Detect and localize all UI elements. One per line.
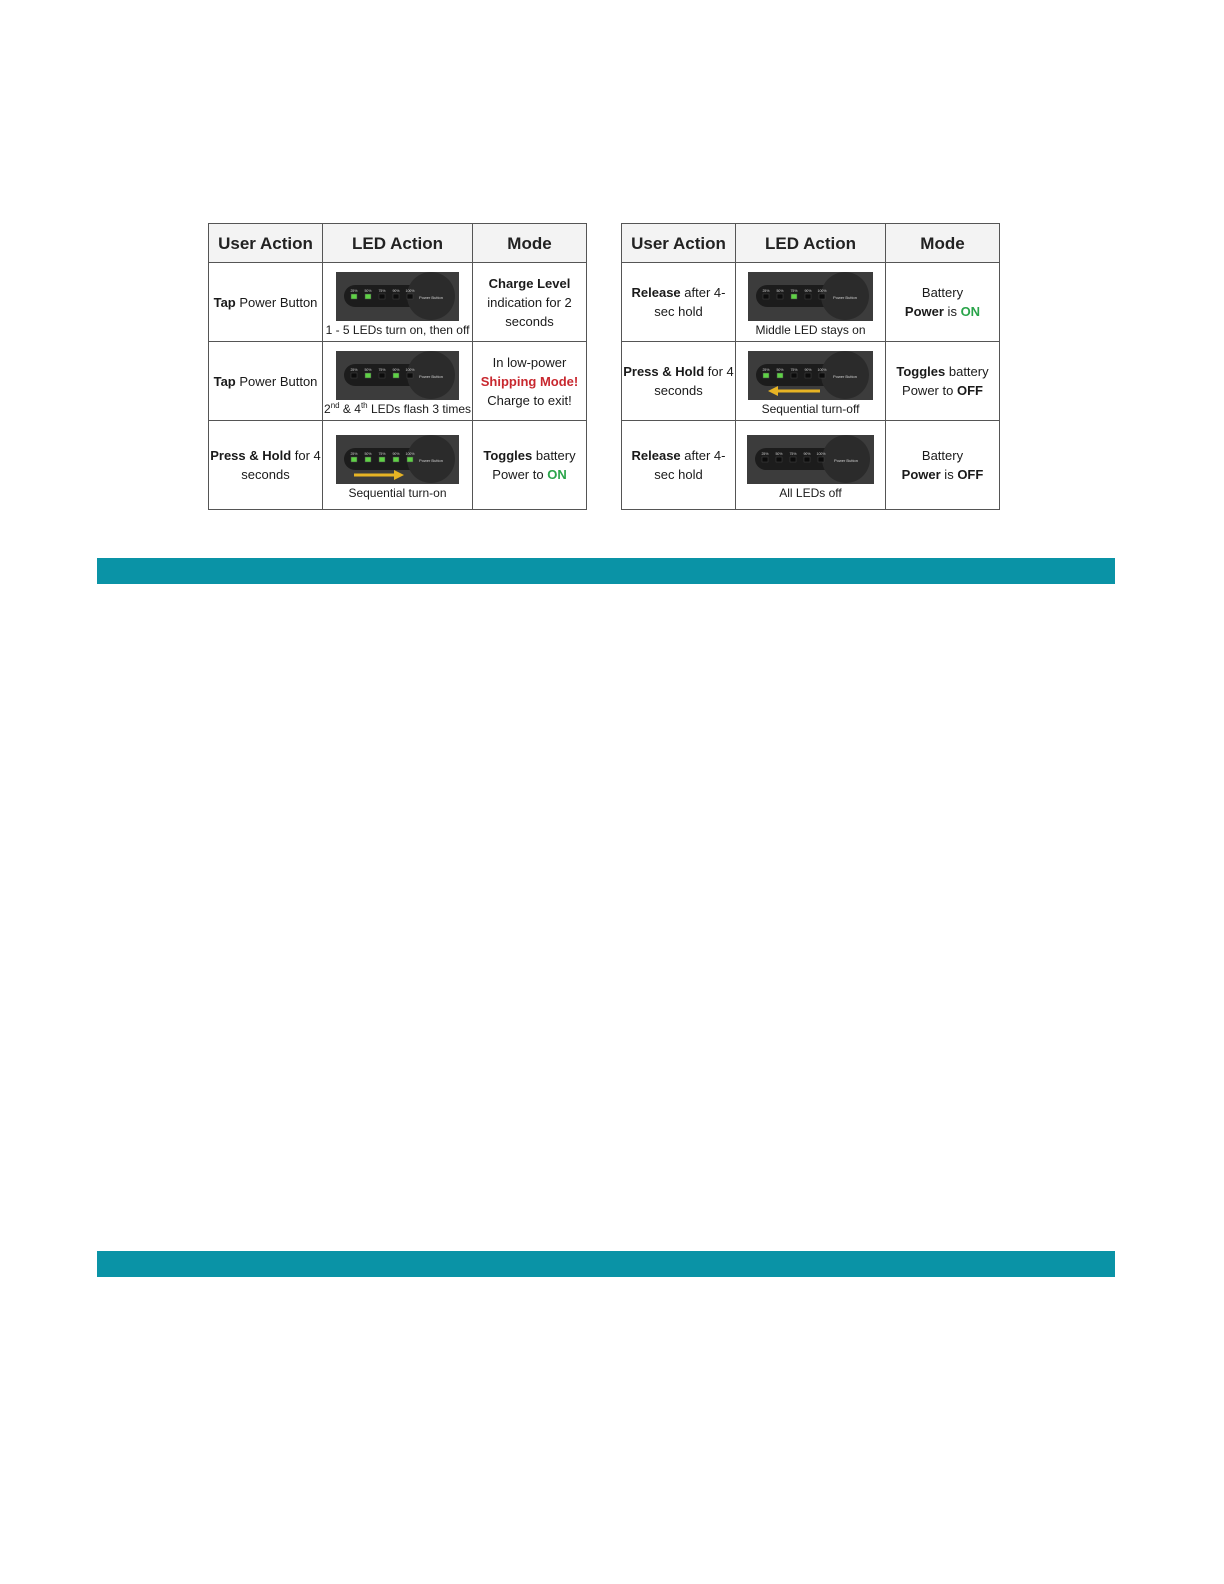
led-off: [818, 457, 824, 462]
mode-line-1: In low-power: [492, 354, 567, 370]
led-percent-label: 25%: [350, 451, 358, 456]
led-off: [819, 373, 825, 378]
led-off: [407, 373, 413, 378]
led-percent-label: 50%: [364, 288, 372, 293]
mode-mid: is: [940, 467, 958, 482]
led-caption: [323, 402, 472, 416]
user-action-text: Power Button: [235, 294, 318, 310]
table-row: [209, 421, 587, 510]
led-panel-image: [748, 272, 873, 321]
user-action-text: for 4 seconds: [654, 364, 734, 398]
led-on: [365, 294, 371, 299]
table-row: [622, 421, 1000, 510]
table-header-row: [622, 224, 1000, 263]
led-off: [805, 373, 811, 378]
header-user-action: User Action: [622, 224, 736, 263]
user-action-cell: [209, 342, 323, 421]
mode-cell: [473, 342, 587, 421]
led-percent-label: 50%: [364, 367, 372, 372]
power-button-label: Power Button: [418, 373, 444, 379]
led-percent-label: 25%: [350, 288, 358, 293]
led-caption: Sequential turn-off: [761, 401, 860, 416]
user-action-text: for 4 seconds: [241, 448, 321, 482]
mode-cell: [473, 421, 587, 510]
led-percent-label: 75%: [790, 367, 798, 372]
mode-state-off: OFF: [956, 383, 983, 398]
led-caption: Sequential turn-on: [348, 485, 447, 500]
led-off: [407, 294, 413, 299]
led-percent-label: 50%: [776, 288, 784, 293]
led-percent-label: 100%: [817, 288, 827, 293]
led-panel-image: [336, 435, 459, 484]
user-action-bold: Press & Hold: [623, 364, 705, 379]
led-off: [763, 294, 769, 299]
led-on: [791, 294, 797, 299]
mode-state-on: ON: [547, 467, 567, 482]
mode-text: battery Power to: [492, 448, 576, 482]
mode-bold: Toggles: [896, 364, 946, 379]
led-on: [407, 457, 413, 462]
caption-sup-2: th: [360, 400, 368, 410]
table-row: [622, 263, 1000, 342]
led-off: [762, 457, 768, 462]
led-percent-label: 90%: [804, 367, 812, 372]
led-on: [379, 457, 385, 462]
user-action-text: after 4-sec hold: [654, 285, 726, 319]
user-action-cell: [622, 421, 736, 510]
caption-num-1: 2: [324, 401, 331, 416]
user-action-text: Power Button: [235, 373, 318, 389]
led-off: [776, 457, 782, 462]
header-led-action: LED Action: [736, 224, 886, 263]
user-action-cell: [209, 421, 323, 510]
led-percent-label: 25%: [350, 367, 358, 372]
caption-num-2: & 4: [339, 401, 361, 416]
led-on: [777, 373, 783, 378]
led-action-cell: [736, 263, 886, 342]
mode-text: Battery: [921, 448, 964, 463]
mode-state-on: ON: [960, 304, 981, 319]
led-panel-image: [336, 272, 459, 321]
caption-sup-1: nd: [330, 400, 340, 410]
power-button-label: Power Button: [832, 373, 858, 379]
led-percent-label: 90%: [392, 451, 400, 456]
led-off: [379, 294, 385, 299]
mode-bold: Power: [904, 304, 944, 319]
led-off: [790, 457, 796, 462]
led-off: [777, 294, 783, 299]
mode-bold: Power: [901, 467, 941, 482]
mode-cell: [886, 421, 1000, 510]
user-action-bold: Tap: [213, 294, 236, 310]
led-percent-label: 75%: [378, 451, 386, 456]
led-percent-label: 90%: [392, 367, 400, 372]
led-percent-label: 25%: [761, 451, 769, 456]
led-on: [351, 294, 357, 299]
mode-state-off: OFF: [957, 467, 984, 482]
power-button-label: Power Button: [418, 294, 444, 300]
mode-cell: [886, 263, 1000, 342]
led-on: [393, 457, 399, 462]
led-off: [805, 294, 811, 299]
mode-cell: [473, 263, 587, 342]
user-action-bold: Tap: [213, 373, 236, 389]
led-percent-label: 75%: [378, 367, 386, 372]
mode-bold: Charge Level: [488, 275, 571, 291]
led-percent-label: 50%: [364, 451, 372, 456]
power-button-label: Power Button: [833, 457, 859, 463]
led-off: [393, 294, 399, 299]
led-panel-image: [336, 351, 459, 400]
table-header-row: [209, 224, 587, 263]
header-led-action: LED Action: [323, 224, 473, 263]
led-caption: 1 - 5 LEDs turn on, then off: [325, 322, 470, 337]
led-action-cell: [323, 342, 473, 421]
led-off: [379, 373, 385, 378]
led-action-cell: [736, 342, 886, 421]
led-panel-image: [748, 351, 873, 400]
header-user-action: User Action: [209, 224, 323, 263]
led-percent-label: 25%: [762, 367, 770, 372]
caption-rest: LEDs flash 3 times: [367, 401, 471, 416]
power-button-label: Power Button: [418, 457, 444, 463]
led-percent-label: 90%: [392, 288, 400, 293]
mode-bold: Toggles: [483, 448, 533, 463]
table-row: [209, 263, 587, 342]
led-table-left: [208, 223, 587, 510]
led-percent-label: 100%: [816, 451, 826, 456]
table-row: [622, 342, 1000, 421]
led-off: [791, 373, 797, 378]
user-action-bold: Press & Hold: [210, 448, 292, 463]
led-on: [351, 457, 357, 462]
mode-cell: [886, 342, 1000, 421]
led-action-cell: [323, 263, 473, 342]
user-action-text: after 4-sec hold: [654, 448, 726, 482]
header-mode: Mode: [886, 224, 1000, 263]
led-table-right: [621, 223, 1000, 510]
user-action-cell: [622, 263, 736, 342]
led-percent-label: 75%: [789, 451, 797, 456]
section-divider-bar: [97, 558, 1115, 584]
header-mode: Mode: [473, 224, 587, 263]
mode-line-3: Charge to exit!: [487, 392, 572, 408]
power-button-label: Power Button: [832, 294, 858, 300]
led-on: [763, 373, 769, 378]
led-off: [804, 457, 810, 462]
led-action-cell: [323, 421, 473, 510]
shipping-mode-warning: Shipping Mode!: [480, 373, 579, 389]
user-action-cell: [622, 342, 736, 421]
mode-text: battery Power to: [902, 364, 989, 398]
led-percent-label: 50%: [776, 367, 784, 372]
led-percent-label: 100%: [405, 367, 415, 372]
led-caption: Middle LED stays on: [755, 322, 866, 337]
led-percent-label: 100%: [405, 451, 415, 456]
led-percent-label: 100%: [817, 367, 827, 372]
led-off: [819, 294, 825, 299]
led-percent-label: 50%: [775, 451, 783, 456]
led-percent-label: 25%: [762, 288, 770, 293]
led-percent-label: 75%: [378, 288, 386, 293]
mode-text: Battery: [921, 285, 964, 300]
user-action-cell: [209, 263, 323, 342]
led-percent-label: 90%: [804, 288, 812, 293]
section-divider-bar: [97, 1251, 1115, 1277]
led-on: [365, 373, 371, 378]
led-action-cell: [736, 421, 886, 510]
led-percent-label: 100%: [405, 288, 415, 293]
user-action-bold: Release: [631, 448, 681, 463]
led-percent-label: 75%: [790, 288, 798, 293]
mode-mid: is: [943, 304, 961, 319]
table-row: [209, 342, 587, 421]
user-action-bold: Release: [631, 285, 681, 300]
mode-text: indication for 2 seconds: [487, 294, 572, 329]
led-on: [393, 373, 399, 378]
led-percent-label: 90%: [803, 451, 811, 456]
led-off: [351, 373, 357, 378]
led-caption: All LEDs off: [779, 485, 842, 500]
led-panel-image: [747, 435, 874, 484]
led-on: [365, 457, 371, 462]
